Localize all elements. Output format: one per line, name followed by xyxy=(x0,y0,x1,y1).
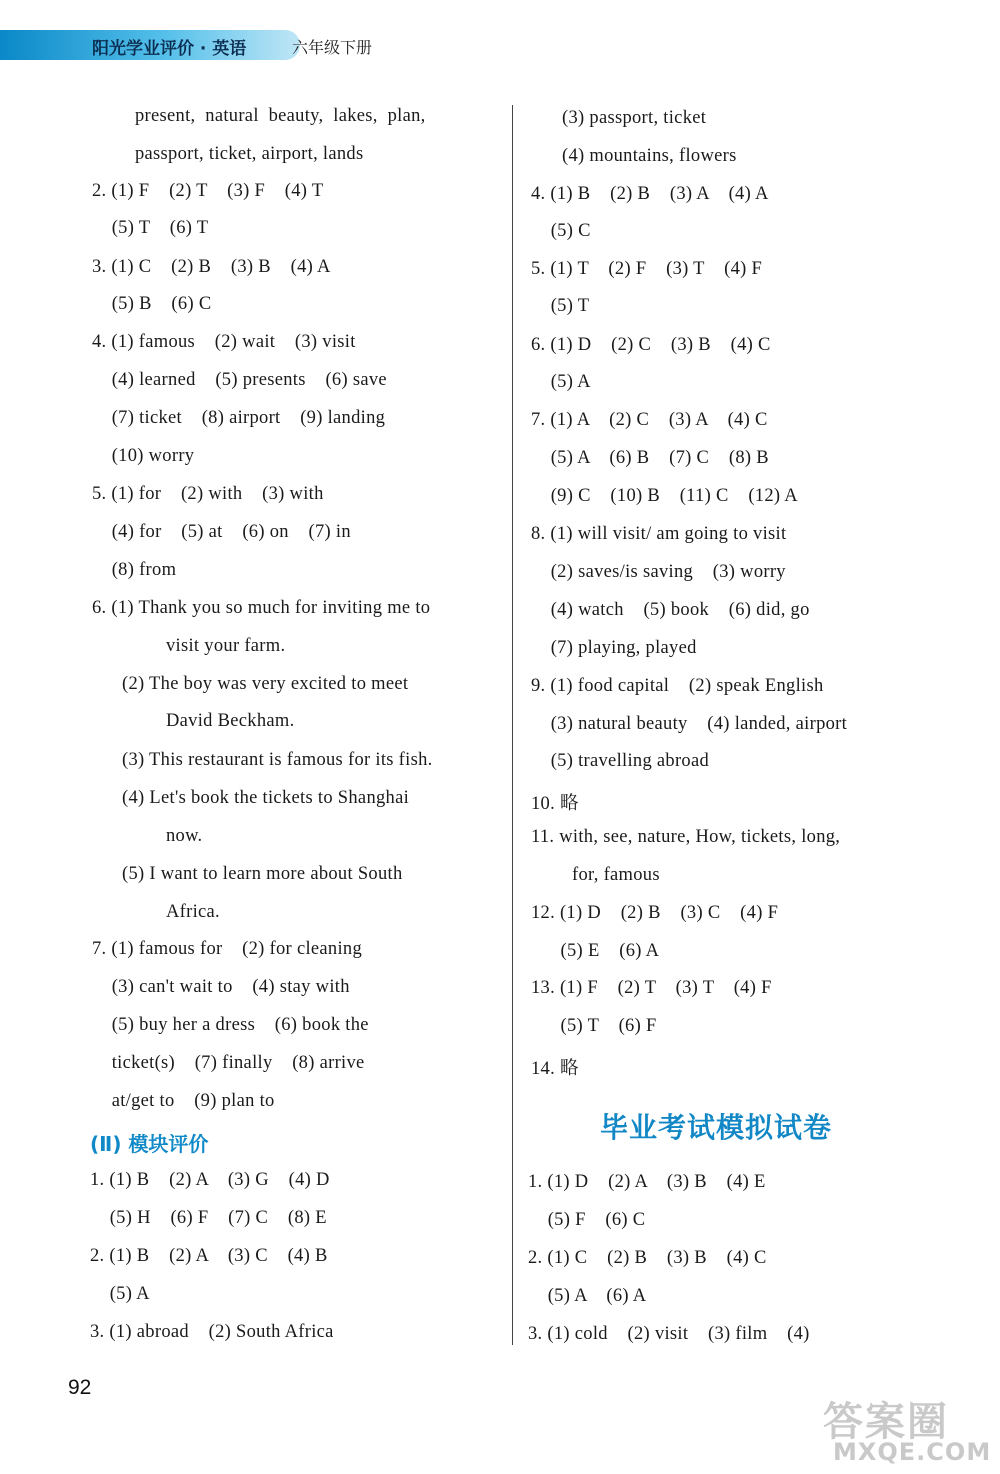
answer-line: (5) C xyxy=(531,221,591,241)
answer-line: 9. (1) food capital (2) speak English xyxy=(531,676,824,696)
answer-line: (5) F (6) C xyxy=(528,1210,646,1230)
answer-line: (5) I want to learn more about South xyxy=(122,864,403,884)
answer-line: now. xyxy=(166,826,203,846)
answer-line: (5) A xyxy=(90,1284,150,1304)
exam-title: 毕业考试模拟试卷 xyxy=(600,1111,833,1144)
answer-line: 7. (1) famous for (2) for cleaning xyxy=(92,939,363,959)
answer-line: 1. (1) B (2) A (3) G (4) D xyxy=(90,1170,330,1190)
answer-line: (7) playing, played xyxy=(531,638,697,658)
answer-line: passport, ticket, airport, lands xyxy=(135,144,364,164)
answer-line: (2) saves/is saving (3) worry xyxy=(531,562,786,582)
answer-line: present, natural beauty, lakes, plan, xyxy=(135,106,426,126)
answer-line: 7. (1) A (2) C (3) A (4) C xyxy=(531,410,768,430)
answer-line: 13. (1) F (2) T (3) T (4) F xyxy=(531,978,772,998)
answer-line: (4) Let's book the tickets to Shanghai xyxy=(122,788,410,808)
answer-line: (3) natural beauty (4) landed, airport xyxy=(531,714,848,734)
answer-line: 10. 略 xyxy=(531,794,579,814)
grade-label: 六年级下册 xyxy=(292,38,373,57)
answer-line: (9) C (10) B (11) C (12) A xyxy=(531,486,798,506)
answer-line: 1. (1) D (2) A (3) B (4) E xyxy=(528,1172,766,1192)
answer-line: (5) H (6) F (7) C (8) E xyxy=(90,1208,327,1228)
answer-line: at/get to (9) plan to xyxy=(92,1091,275,1111)
answer-line: 5. (1) for (2) with (3) with xyxy=(92,484,324,504)
answer-line: (5) T (6) T xyxy=(92,218,209,238)
answer-line: David Beckham. xyxy=(166,711,295,731)
answer-line: (5) T xyxy=(531,296,590,316)
answer-line: 14. 略 xyxy=(531,1059,579,1079)
answer-line: 2. (1) B (2) A (3) C (4) B xyxy=(90,1246,328,1266)
answer-line: (4) for (5) at (6) on (7) in xyxy=(92,522,351,542)
answer-line: (2) The boy was very excited to meet xyxy=(122,674,409,694)
answer-line: 3. (1) C (2) B (3) B (4) A xyxy=(92,257,331,277)
column-divider xyxy=(512,105,513,1345)
answer-line: 8. (1) will visit/ am going to visit xyxy=(531,524,787,544)
answer-line: (5) buy her a dress (6) book the xyxy=(92,1015,369,1035)
answer-line: 12. (1) D (2) B (3) C (4) F xyxy=(531,903,779,923)
answer-line: (5) A xyxy=(531,372,591,392)
answer-line: (4) mountains, flowers xyxy=(562,146,737,166)
answer-line: (5) T (6) F xyxy=(531,1016,657,1036)
answer-line: (10) worry xyxy=(92,446,195,466)
answer-line: Africa. xyxy=(166,902,220,922)
book-title: 阳光学业评价 · 英语 xyxy=(92,39,247,59)
answer-line: (5) A (6) B (7) C (8) B xyxy=(531,448,769,468)
answer-line: (4) learned (5) presents (6) save xyxy=(92,370,387,390)
answer-line: ticket(s) (7) finally (8) arrive xyxy=(92,1053,365,1073)
answer-line: (5) A (6) A xyxy=(528,1286,647,1306)
answer-line: (3) can't wait to (4) stay with xyxy=(92,977,350,997)
answer-line: 4. (1) famous (2) wait (3) visit xyxy=(92,332,356,352)
answer-line: (5) B (6) C xyxy=(92,294,212,314)
page-header xyxy=(0,30,430,64)
answer-line: (8) from xyxy=(92,560,177,580)
answer-line: 4. (1) B (2) B (3) A (4) A xyxy=(531,184,769,204)
answer-line: 3. (1) cold (2) visit (3) film (4) xyxy=(528,1324,810,1344)
answer-line: (3) This restaurant is famous for its fish. xyxy=(122,750,433,770)
watermark xyxy=(815,1390,995,1470)
section-heading: (Ⅱ) 模块评价 xyxy=(90,1132,209,1156)
answer-line: 2. (1) F (2) T (3) F (4) T xyxy=(92,181,324,201)
answer-line: 6. (1) Thank you so much for inviting me to xyxy=(92,598,431,618)
answer-line: (4) watch (5) book (6) did, go xyxy=(531,600,810,620)
watermark-logo-text: 答案圈 xyxy=(823,1399,949,1445)
answer-line: (5) E (6) A xyxy=(531,941,660,961)
answer-line: (7) ticket (8) airport (9) landing xyxy=(92,408,386,428)
answer-line: 6. (1) D (2) C (3) B (4) C xyxy=(531,335,771,355)
answer-line: 3. (1) abroad (2) South Africa xyxy=(90,1322,334,1342)
answer-line: 5. (1) T (2) F (3) T (4) F xyxy=(531,259,763,279)
answer-line: (5) travelling abroad xyxy=(531,751,710,771)
answer-line: 2. (1) C (2) B (3) B (4) C xyxy=(528,1248,767,1268)
answer-line: for, famous xyxy=(572,865,660,885)
page-number: 92 xyxy=(68,1376,92,1399)
watermark-url: MXQE.COM xyxy=(833,1438,992,1466)
answer-line: visit your farm. xyxy=(166,636,286,656)
answer-line: (3) passport, ticket xyxy=(562,108,707,128)
answer-line: 11. with, see, nature, How, tickets, long, xyxy=(531,827,841,847)
